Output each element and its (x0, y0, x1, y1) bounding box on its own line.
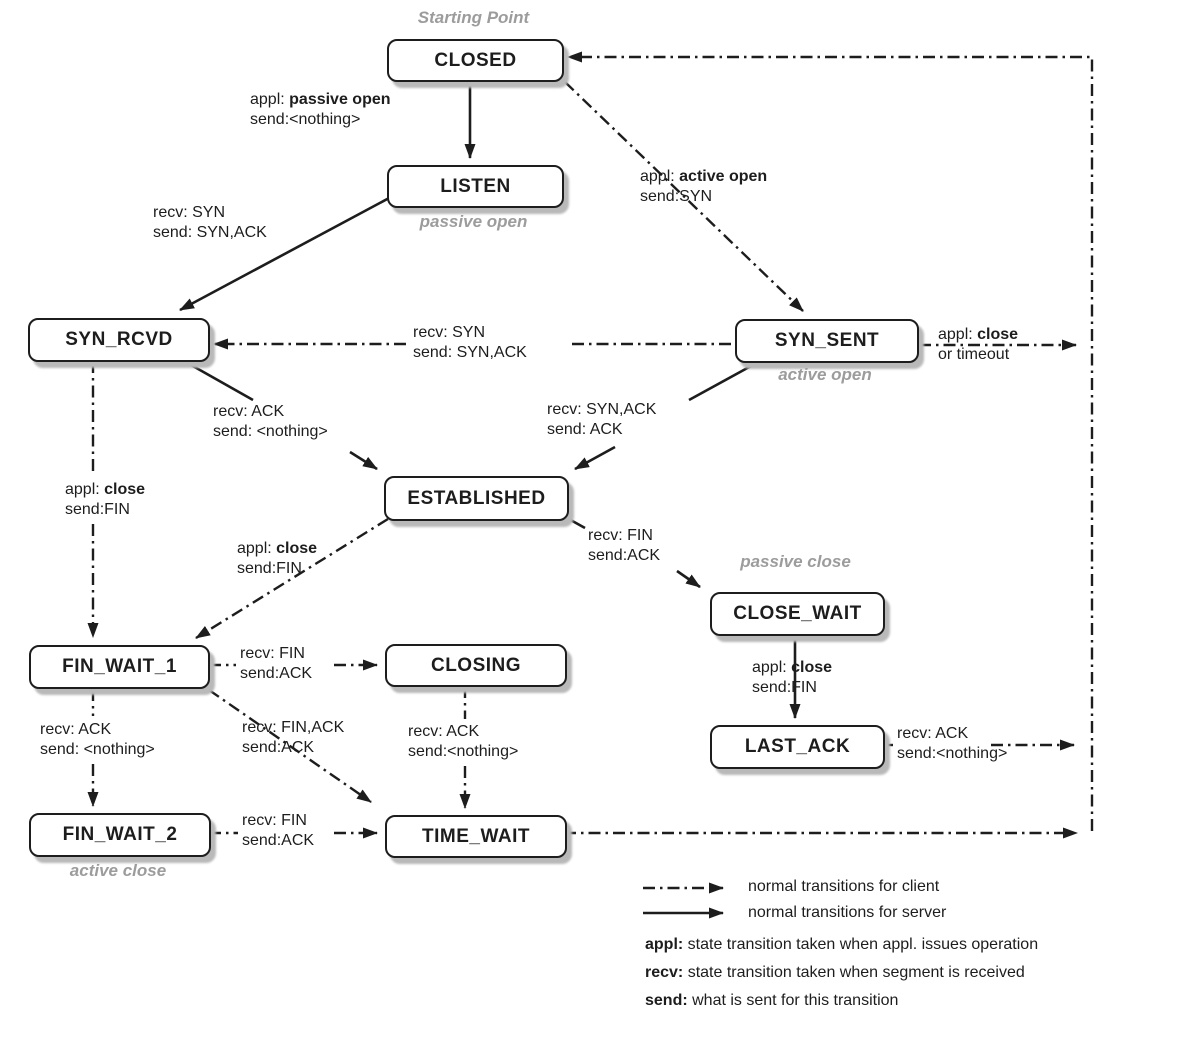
state-closed: CLOSED (387, 39, 564, 82)
label-synsent-to-established: recv: SYN,ACK send: ACK (547, 401, 657, 438)
label-synsent-to-closed: appl: close or timeout (938, 326, 1019, 363)
state-time-wait: TIME_WAIT (385, 815, 567, 858)
state-syn-rcvd: SYN_RCVD (28, 318, 210, 362)
label-finwait1-to-finwait2: recv: ACK send: <nothing> (40, 721, 155, 758)
state-closing: CLOSING (385, 644, 567, 687)
state-last-ack: LAST_ACK (710, 725, 885, 769)
arrow-synrcvd-to-established-a (184, 361, 253, 400)
state-listen: LISTEN (387, 165, 564, 208)
arrow-synsent-to-established-b (575, 447, 615, 469)
label-synrcvd-to-finwait1: appl: close send:FIN (65, 481, 146, 518)
label-synrcvd-to-established: recv: ACK send: <nothing> (213, 403, 328, 440)
label-established-to-closewait: recv: FIN send:ACK (588, 527, 661, 564)
legend-server-label: normal transitions for server (748, 904, 947, 921)
annotation-passive-open: passive open (419, 212, 528, 231)
label-closing-to-timewait: recv: ACK send:<nothing> (408, 723, 519, 760)
label-finwait1-to-closing: recv: FIN send:ACK (240, 645, 313, 682)
label-listen-to-synrcvd: recv: SYN send: SYN,ACK (153, 204, 267, 241)
state-close-wait: CLOSE_WAIT (710, 592, 885, 636)
label-established-to-finwait1: appl: close send:FIN (237, 540, 318, 577)
label-lastack-to-closed: recv: ACK send:<nothing> (897, 725, 1008, 762)
label-closed-to-synsent: appl: active open send:SYN (640, 168, 768, 205)
legend-note-send: send: what is sent for this transition (645, 992, 899, 1009)
label-closed-to-listen: appl: passive open send:<nothing> (250, 91, 391, 128)
legend-client-label: normal transitions for client (748, 878, 940, 895)
arrow-established-to-closewait-b (677, 571, 700, 587)
label-synsent-to-synrcvd: recv: SYN send: SYN,ACK (413, 324, 527, 361)
label-closewait-to-lastack: appl: close send:FIN (752, 659, 833, 696)
legend-note-appl: appl: state transition taken when appl. issues operation (645, 936, 1039, 953)
arrow-synrcvd-to-established-b (350, 452, 377, 469)
annotation-active-close: active close (69, 861, 167, 880)
label-finwait2-to-timewait: recv: FIN send:ACK (242, 812, 315, 849)
annotation-passive-close: passive close (740, 552, 851, 571)
state-syn-sent: SYN_SENT (735, 319, 919, 363)
label-finwait1-to-timewait: recv: FIN,ACK send:ACK (242, 719, 345, 756)
legend-note-recv: recv: state transition taken when segment is received (645, 964, 1025, 981)
state-established: ESTABLISHED (384, 476, 569, 521)
state-fin-wait-2: FIN_WAIT_2 (29, 813, 211, 857)
state-fin-wait-1: FIN_WAIT_1 (29, 645, 210, 689)
annotation-active-open: active open (778, 365, 872, 384)
annotation-starting-point: Starting Point (417, 8, 530, 27)
arrow-established-to-closewait-a (567, 518, 585, 528)
